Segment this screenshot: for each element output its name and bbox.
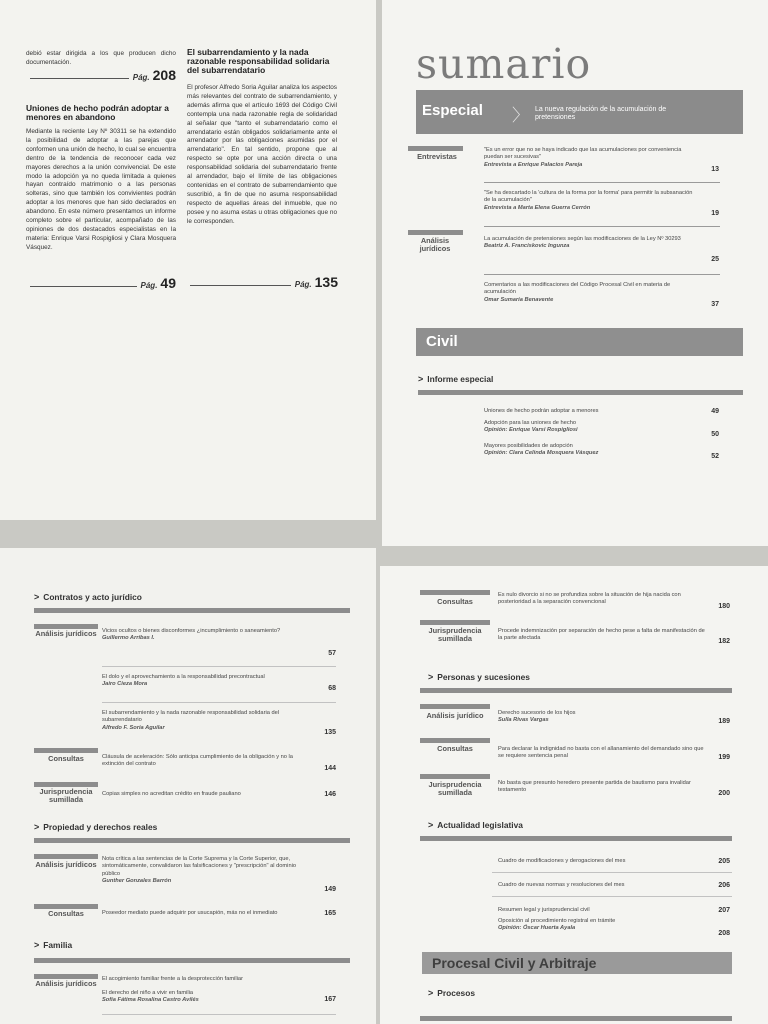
- entry-author: Sulla Rivas Vargas: [498, 717, 549, 724]
- entry[interactable]: [102, 710, 312, 732]
- analisis-label: Análisis jurídicos: [35, 860, 97, 869]
- entry[interactable]: [102, 791, 312, 798]
- page-number: 208: [152, 67, 176, 83]
- entry[interactable]: [102, 856, 312, 886]
- entry-page: 19: [711, 210, 719, 217]
- jurisprudencia-label: Jurisprudencia sumillada: [428, 780, 482, 797]
- divider-bar: [408, 230, 463, 235]
- section-heading-propiedad: [34, 822, 157, 832]
- entry-author: Opinión: Clara Celinda Mosquera Vásquez: [484, 450, 599, 457]
- entry-page: 144: [324, 765, 336, 772]
- column-1-article: [26, 104, 176, 253]
- procesal-label: Procesal Civil y Arbitraje: [432, 955, 597, 971]
- entry-page: 167: [324, 996, 336, 1003]
- page-label: Pág.: [140, 281, 158, 290]
- entry-page: 146: [324, 791, 336, 798]
- row-divider: [492, 896, 732, 897]
- row-divider: [102, 666, 336, 667]
- entry-title: Para declarar la indignidad no basta con el allanamiento del demandado sino que se requiere sentencia penal: [498, 746, 704, 760]
- especial-banner: [416, 90, 743, 134]
- intro-text: debió estar dirigida a los que producen dicho documentación.: [26, 50, 176, 66]
- analisis-label: Análisis jurídicos: [35, 979, 97, 988]
- entry[interactable]: [484, 408, 699, 415]
- consultas-label: Consultas: [48, 909, 84, 918]
- chevron-right-icon: 〉: [512, 106, 529, 125]
- divider-bar: [420, 704, 490, 709]
- chevron-right-icon: >: [428, 672, 434, 682]
- article-body: Mediante la reciente Ley Nº 30311 se ha extendido la posibilidad de adoptar a las parejas que conformen una unión de hecho, lo cual se encuentra dentro de la tendencia de reconocer cada vez mayores derechos a la unión convivencial. De este modo la adopción ya no queda limitada a quienes hayan contraído matrimonio o a las personas solteras, sino que también los convivientes podrán adoptar a los menores que han sido declarados en abandono. En este número presentamos un informe completo sobre el particular, acompañado de las opiniones de dos destacados especialistas en la materia: Enrique Varsi Rospigliosi y Clara Mosquera Vásquez.: [26, 128, 176, 251]
- entry[interactable]: [498, 628, 708, 643]
- entry-author: Gunther Gonzales Barrón: [102, 878, 172, 885]
- entry-title: El acogimiento familiar frente a la desprotección familiar: [102, 976, 243, 982]
- entry-title: Cuadro de modificaciones y derogaciones del mes: [498, 858, 626, 864]
- entry-title: El subarrendamiento y la nada razonable responsabilidad solidaria del subarrendatario: [102, 710, 280, 724]
- entry-author: Entrevista a Enrique Palacios Pareja: [484, 161, 583, 168]
- entry-page: 25: [711, 256, 719, 263]
- entry-title: Vicios ocultos o bienes disconformes ¿incumplimiento o saneamiento?: [102, 628, 281, 634]
- page-ref-208: [30, 67, 176, 83]
- article-body: El profesor Alfredo Soria Aguilar analiza los aspectos más relevantes del contrato de subarrendamiento, y además afirma que el artículo 1693 del Código Civil contempla una nada razonable regla de solidaridad al señalar que "tanto el subarrendatario como el arrendatario están obligados solidariamente ante el arrendador por las obligaciones asumidas por el arrendatario". En tal sentido, propone que al respecto se opte por una acción directa o una responsabilidad solidaria del subarrendatario frente al arrendador, bajo el límite de las obligaciones contenidas en el contrato de subarrendamiento que suscribió, a fin de que no asuma responsabilidad respecto de aquellas áreas del inmueble, que no posee y no asuma estas u otras obligaciones que no le corresponden.: [187, 84, 337, 225]
- divider-bar: [420, 620, 490, 625]
- entry[interactable]: [484, 147, 699, 169]
- entry[interactable]: [484, 420, 699, 435]
- chevron-right-icon: >: [34, 822, 40, 832]
- page-number: 49: [160, 275, 176, 291]
- entry-title: Nota crítica a las sentencias de la Corte Suprema y la Corte Superior, que, sintomáticamente, convalidaron las falsificaciones y "prescripción" al dominio público: [102, 856, 297, 877]
- entry-title: No basta que presunto heredero presente partida de bautismo para invalidar testamento: [498, 780, 691, 794]
- entry-page: 189: [718, 718, 730, 725]
- entry-page: 200: [718, 790, 730, 797]
- consultas-label: Consultas: [437, 597, 473, 606]
- entry[interactable]: [498, 746, 708, 761]
- entry-page: 49: [711, 408, 719, 415]
- page-title: sumario: [416, 40, 592, 88]
- entry-title: Es nulo divorcio si no se profundiza sobre la situación de hija nacida con posterioridad a la separación convencional: [498, 592, 681, 606]
- entry-title: Poseedor mediato puede adquirir por usucapión, más no el inmediato: [102, 910, 278, 916]
- divider-bar: [34, 958, 350, 963]
- section-heading-contratos: [34, 592, 142, 602]
- entry-page: 13: [711, 166, 719, 173]
- entry[interactable]: [498, 907, 708, 914]
- entry-title: Derecho sucesorio de los hijos: [498, 710, 576, 716]
- column-2-article: [187, 48, 337, 227]
- entry[interactable]: [102, 674, 312, 689]
- entry-title: Mayores posibilidades de adopción: [484, 443, 573, 449]
- procesal-banner: [422, 952, 732, 974]
- entry-page: 182: [718, 638, 730, 645]
- entry-title: Resumen legal y jurisprudencial civil: [498, 907, 590, 913]
- divider-bar: [420, 836, 732, 841]
- chevron-right-icon: >: [34, 592, 40, 602]
- row-divider: [102, 1014, 336, 1015]
- entry-author: Alfredo F. Soria Aguilar: [102, 724, 165, 731]
- chevron-right-icon: >: [34, 940, 40, 950]
- consultas-label: Consultas: [48, 754, 84, 763]
- entry-author: Opinión: Óscar Huerta Ayala: [498, 925, 576, 932]
- entry-author: Omar Sumaria Benavente: [484, 296, 554, 303]
- entry[interactable]: [484, 190, 699, 212]
- chevron-right-icon: >: [428, 820, 434, 830]
- section-title: Familia: [43, 940, 73, 950]
- divider-bar: [420, 774, 490, 779]
- entry-title: La acumulación de pretensiones según las modificaciones de la Ley Nº 30293: [484, 236, 681, 242]
- article-heading: Uniones de hecho podrán adoptar a menores en abandono: [26, 103, 169, 122]
- row-divider: [102, 702, 336, 703]
- entry[interactable]: [102, 910, 312, 917]
- entry-page: 135: [324, 729, 336, 736]
- informe-especial-heading: [418, 374, 493, 384]
- divider-bar: [34, 854, 98, 859]
- section-heading-familia: [34, 940, 72, 950]
- jurisprudencia-label: Jurisprudencia sumillada: [428, 626, 482, 643]
- entry-page: 205: [718, 858, 730, 865]
- entry-title: Cláusula de aceleración: Sólo anticipa cumplimiento de la obligación y no la extinción del contrato: [102, 754, 293, 768]
- entry[interactable]: [498, 592, 708, 607]
- entry-title: El dolo y el aprovechamiento a la responsabilidad precontractual: [102, 674, 265, 680]
- entry[interactable]: [484, 282, 699, 304]
- divider-bar: [34, 748, 98, 753]
- entry[interactable]: [498, 858, 708, 865]
- page-label: Pág.: [294, 280, 312, 289]
- entry-page: 37: [711, 301, 719, 308]
- entry-page: 50: [711, 431, 719, 438]
- informe-label: Informe especial: [427, 374, 494, 384]
- civil-banner: [416, 328, 743, 356]
- entry[interactable]: [484, 236, 699, 251]
- section-heading-procesos: [428, 988, 475, 998]
- chevron-right-icon: >: [428, 988, 434, 998]
- entry[interactable]: [102, 628, 312, 643]
- page-ref-135: [190, 274, 338, 290]
- analisis-label: Análisis jurídicos: [35, 629, 97, 638]
- row-divider: [484, 274, 720, 275]
- entry[interactable]: [102, 754, 312, 769]
- entry-author: Guillermo Arribas I.: [102, 635, 155, 642]
- entrevistas-label: Entrevistas: [417, 152, 457, 161]
- row-divider: [484, 182, 720, 183]
- entry-title: "Se ha descartado la 'cultura de la forma por la forma' para permitir la subsanación de la acumulación": [484, 190, 693, 204]
- divider-bar: [34, 608, 350, 613]
- entry-title: Uniones de hecho podrán adoptar a menores: [484, 408, 599, 414]
- analisis-label: Análisis jurídico: [426, 711, 484, 720]
- entry-page: 180: [718, 603, 730, 610]
- civil-label: Civil: [426, 333, 458, 350]
- entry-title: El derecho del niño a vivir en familia: [102, 990, 194, 996]
- entry-page: 68: [328, 685, 336, 692]
- article-heading: El subarrendamiento y la nada razonable responsabilidad solidaria del subarrendatario: [187, 47, 330, 75]
- divider-bar: [420, 1016, 732, 1021]
- entry-title: Procede indemnización por separación de hecho pese a falta de manifestación de la parte afectada: [498, 628, 705, 642]
- entry[interactable]: [102, 990, 312, 1005]
- especial-topic: La nueva regulación de la acumulación de pretensiones: [535, 106, 667, 121]
- entry-page: 207: [718, 907, 730, 914]
- column-1: [26, 50, 176, 68]
- page-label: Pág.: [132, 73, 150, 82]
- section-title: Personas y sucesiones: [437, 672, 530, 682]
- entry[interactable]: [498, 780, 708, 795]
- page-number: 135: [314, 274, 338, 290]
- entry[interactable]: [498, 882, 708, 889]
- analisis-label: Análisis jurídicos: [419, 236, 451, 253]
- section-title: Procesos: [437, 988, 475, 998]
- jurisprudencia-label: Jurisprudencia sumillada: [39, 787, 93, 804]
- entry-author: Beatriz A. Franciskovic Ingunza: [484, 243, 570, 250]
- page-top-right: [382, 0, 768, 546]
- entry-page: 206: [718, 882, 730, 889]
- entry-author: Opinión: Enrique Varsi Rospigliosi: [484, 427, 578, 434]
- entry-author: Entrevista a Marta Elena Guerra Cerrón: [484, 204, 591, 211]
- entry-page: 208: [718, 930, 730, 937]
- page-ref-49: [30, 275, 176, 291]
- entry-author: Jairo Cieza Mora: [102, 681, 148, 688]
- section-title: Propiedad y derechos reales: [43, 822, 158, 832]
- page-bottom-right: [380, 566, 768, 1024]
- entry-author: Sofía Fátima Rosalina Castro Avilés: [102, 997, 199, 1004]
- consultas-label: Consultas: [437, 744, 473, 753]
- entry-title: Cuadro de nuevas normas y resoluciones del mes: [498, 882, 625, 888]
- divider-bar: [420, 688, 732, 693]
- section-heading-actualidad: [428, 820, 523, 830]
- section-title: Contratos y acto jurídico: [43, 592, 142, 602]
- entry[interactable]: [484, 443, 699, 458]
- chevron-right-icon: >: [418, 374, 424, 384]
- entry-page: 52: [711, 453, 719, 460]
- entry-title: Copias simples no acreditan crédito en fraude pauliano: [102, 791, 241, 797]
- entry[interactable]: [498, 918, 708, 933]
- entry-title: Oposición al procedimiento registral en trámite: [498, 918, 616, 924]
- divider-bar: [408, 146, 463, 151]
- entry-page: 165: [324, 910, 336, 917]
- especial-label: Especial: [422, 102, 483, 119]
- entry-page: 199: [718, 754, 730, 761]
- row-divider: [484, 226, 720, 227]
- row-divider: [492, 872, 732, 873]
- entry[interactable]: [498, 710, 708, 725]
- entry-page: 57: [328, 650, 336, 657]
- section-heading-personas: [428, 672, 530, 682]
- divider-bar: [420, 738, 490, 743]
- entry[interactable]: [102, 976, 312, 983]
- divider-bar: [34, 838, 350, 843]
- section-title: Actualidad legislativa: [437, 820, 523, 830]
- entry-title: Comentarios a las modificaciones del Código Procesal Civil en materia de acumulación: [484, 282, 671, 296]
- entry-page: 149: [324, 886, 336, 893]
- page-top-left: [0, 0, 376, 520]
- entry-title: "Es un error que no se haya indicado que las acumulaciones por conveniencia puedan ser sucesivas": [484, 147, 682, 161]
- divider-bar: [420, 590, 490, 595]
- divider-bar: [418, 390, 743, 395]
- entry-title: Adopción para las uniones de hecho: [484, 420, 577, 426]
- page-bottom-left: [0, 548, 376, 1024]
